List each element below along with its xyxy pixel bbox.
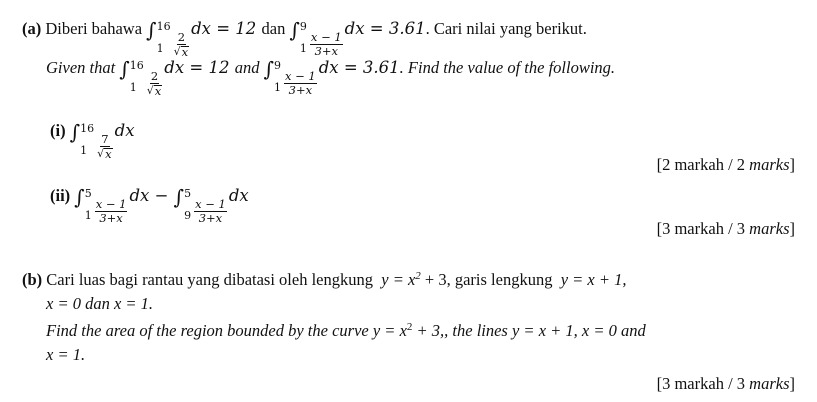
part-b-marks: [3 markah / 3 marks] xyxy=(656,374,795,393)
line-equation-en: y = x + 1, xyxy=(511,321,578,340)
given-integral-2: ∫ 9 1 $\frac{x - 1}{3+x}$ dx = 3.61 xyxy=(289,18,426,58)
part-b-english-line-2: x = 1. xyxy=(46,345,86,364)
part-b-english-line-1: Find the area of the region bounded by the curve $y = x^2 + 3$,, the lines y = x + 1, x = 0 and xyxy=(46,321,646,340)
question-i-marks: [2 markah / 2 marks] xyxy=(656,155,795,174)
given-integral-1-en: ∫ 16 1 2 √ x dx = 12 xyxy=(119,57,230,98)
curve-equation: $y = x^2 + 3$, xyxy=(381,270,451,289)
question-ii-label: (ii) xyxy=(50,186,71,205)
question-ii-integral-2: ∫ 5 9 $\frac{x - 1}{3+x}$ dx xyxy=(173,185,249,225)
part-a-en-task: . Find the value of the following. xyxy=(399,58,616,77)
given-integral-2-en: ∫ 9 1 $\frac{x - 1}{3+x}$ dx = 3.61 xyxy=(263,57,400,97)
given-integral-1: ∫ 16 1 2 √ x dx = 12 xyxy=(146,18,257,59)
part-a-en-intro: Given that xyxy=(46,58,116,77)
part-a-malay-line xyxy=(22,20,587,58)
question-i-integral: ∫ 16 1 7 √ x dx xyxy=(69,120,135,161)
part-a-label: (a) xyxy=(22,19,42,38)
part-a-en-and: and xyxy=(234,58,260,77)
part-a-ms-task: . Cari nilai yang berikut. xyxy=(425,19,587,38)
part-a-english-line xyxy=(46,59,615,97)
question-ii-marks: [3 markah / 3 marks] xyxy=(656,219,795,238)
question-i xyxy=(50,122,135,160)
curve-equation-en: $y = x^2 + 3$, xyxy=(372,321,445,340)
part-a-ms-intro: Diberi bahawa xyxy=(45,19,143,38)
question-ii xyxy=(50,187,249,225)
question-ii-integral-1: ∫ 5 1 $\frac{x - 1}{3+x}$ dx − xyxy=(74,185,169,225)
part-b-label: (b) xyxy=(22,270,43,289)
part-b-malay-line-1: (b) Cari luas bagi rantau yang dibatasi oleh lengkung $y = x^2 + 3$, garis lengkung y = x + 1, xyxy=(22,270,627,289)
part-a-ms-and: dan xyxy=(261,19,286,38)
part-b-malay-line-2: x = 0 dan x = 1. xyxy=(46,294,154,313)
line-equation: y = x + 1, xyxy=(560,270,627,289)
question-i-label: (i) xyxy=(50,121,66,140)
